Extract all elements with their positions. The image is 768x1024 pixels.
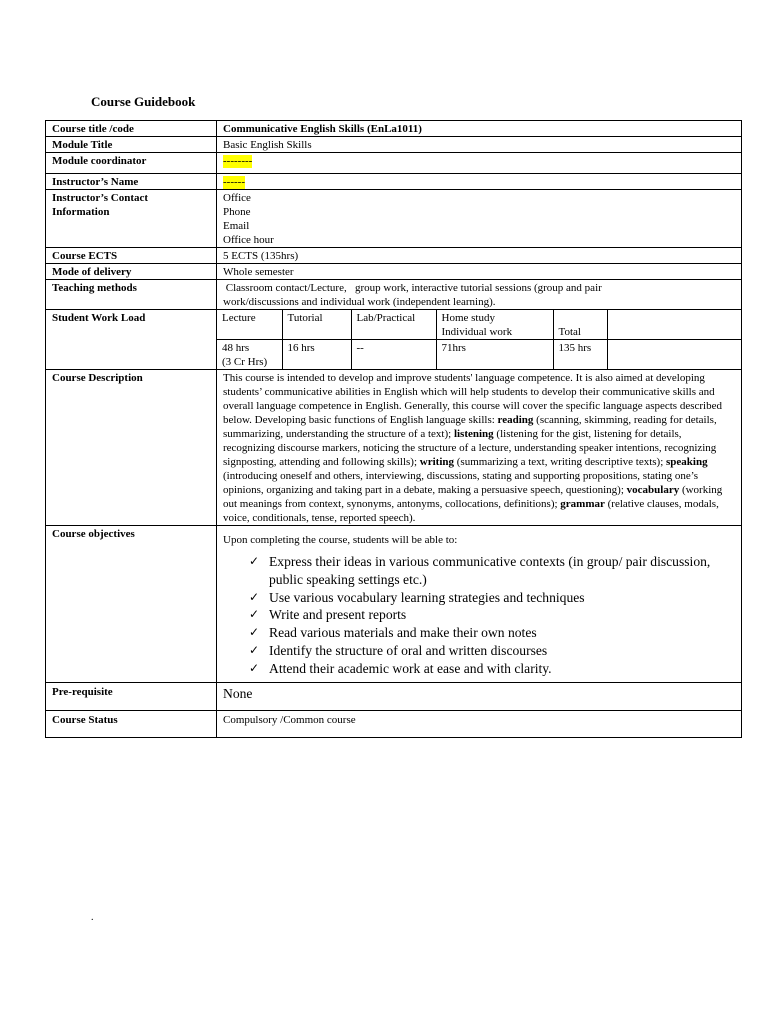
delivery-label: Mode of delivery bbox=[46, 264, 217, 280]
check-icon: ✓ bbox=[249, 642, 260, 657]
workload-home-value: 71hrs bbox=[436, 340, 553, 370]
description-text-6: (working out meanings from context, synonyms, antonyms, collocations, definitions); bbox=[223, 484, 723, 510]
contact-label bbox=[46, 190, 217, 248]
workload-lecture-header: Lecture bbox=[217, 310, 282, 340]
check-icon: ✓ bbox=[249, 554, 260, 568]
description-reading: reading bbox=[497, 414, 534, 426]
objective-item bbox=[247, 553, 736, 589]
workload-value-row bbox=[217, 340, 741, 370]
workload-total-value: 135 hrs bbox=[553, 340, 607, 370]
description-value bbox=[217, 370, 742, 526]
description-text-3: (listening for the gist, listening for details, recognizing discourse markers, noticing the structure of a lecture, understanding speaker intentions, recognizing signposting, attending and following skills); bbox=[223, 428, 717, 468]
check-icon: ✓ bbox=[249, 625, 260, 640]
module-title-label: Module Title bbox=[46, 137, 217, 153]
course-info-table bbox=[45, 120, 742, 738]
objective-item bbox=[247, 624, 736, 642]
workload-total-label: Total bbox=[558, 326, 581, 338]
row-module-coordinator bbox=[46, 153, 742, 174]
description-vocabulary: vocabulary bbox=[626, 484, 680, 496]
row-instructor-name bbox=[46, 174, 742, 190]
module-coordinator-value: -------- bbox=[223, 155, 253, 167]
objectives-value bbox=[217, 526, 742, 683]
row-course-title bbox=[46, 121, 742, 137]
module-title-value: Basic English Skills bbox=[217, 137, 742, 153]
course-title-value: Communicative English Skills (EnLa1011) bbox=[217, 121, 742, 137]
contact-phone: Phone bbox=[223, 206, 251, 218]
description-text-7: (relative clauses, modals, voice, conditionals, tense, reported speech). bbox=[223, 498, 719, 524]
prerequisite-label: Pre-requisite bbox=[46, 682, 217, 710]
objective-text: Write and present reports bbox=[269, 607, 407, 623]
check-icon: ✓ bbox=[249, 607, 260, 622]
row-module-title bbox=[46, 137, 742, 153]
workload-home-header bbox=[436, 310, 553, 340]
check-icon: ✓ bbox=[249, 589, 260, 604]
workload-lab-header: Lab/Practical bbox=[351, 310, 436, 340]
teaching-line-2: work/discussions and individual work (independent learning). bbox=[223, 296, 496, 308]
prerequisite-value: None bbox=[217, 682, 742, 710]
row-delivery bbox=[46, 264, 742, 280]
workload-lab-value: -- bbox=[351, 340, 436, 370]
description-text-1: This course is intended to develop and improve students' language competence. It is also aimed at developing students’ communicative abilities in English which will help students to develop their communicative skills and overall language competence in English. Generally, this course will cover the specific language aspects described below. Developing basic functions of English language skills: bbox=[223, 372, 722, 426]
contact-label-line2: Information bbox=[52, 206, 110, 218]
ects-label: Course ECTS bbox=[46, 248, 217, 264]
objective-item bbox=[247, 660, 736, 678]
objective-text: Express their ideas in various communicative contexts (in group/ pair discussion, public speaking settings etc.) bbox=[269, 554, 711, 587]
objective-text: Use various vocabulary learning strategies and techniques bbox=[269, 589, 585, 605]
workload-total-header bbox=[553, 310, 607, 340]
row-prerequisite bbox=[46, 682, 742, 710]
module-coordinator-cell bbox=[217, 153, 742, 174]
instructor-name-label: Instructor’s Name bbox=[46, 174, 217, 190]
description-label: Course Description bbox=[46, 370, 217, 526]
contact-email: Email bbox=[223, 220, 250, 232]
row-workload bbox=[46, 310, 742, 370]
objective-item bbox=[247, 642, 736, 660]
status-value: Compulsory /Common course bbox=[217, 710, 742, 737]
workload-table bbox=[217, 310, 741, 369]
objective-text: Identify the structure of oral and written discourses bbox=[269, 642, 548, 658]
workload-lecture-value bbox=[217, 340, 282, 370]
contact-values bbox=[217, 190, 742, 248]
row-status bbox=[46, 710, 742, 737]
workload-lecture-credits: (3 Cr Hrs) bbox=[222, 356, 268, 368]
description-text-5: (introducing oneself and others, interviewing, discussions, stating and supporting propositions, stating one’s opinions, organizing and taking part in a debate, making a persuasive speech, questioning); bbox=[223, 470, 699, 496]
row-ects bbox=[46, 248, 742, 264]
ects-value: 5 ECTS (135hrs) bbox=[217, 248, 742, 264]
row-objectives bbox=[46, 526, 742, 683]
objectives-list bbox=[223, 553, 736, 678]
workload-label: Student Work Load bbox=[46, 310, 217, 370]
course-title-label: Course title /code bbox=[46, 121, 217, 137]
workload-empty-header bbox=[607, 310, 741, 340]
description-writing: writing bbox=[419, 456, 455, 468]
page-title: Course Guidebook bbox=[91, 94, 196, 109]
row-teaching bbox=[46, 280, 742, 310]
objectives-label: Course objectives bbox=[46, 526, 217, 683]
objective-item bbox=[247, 589, 736, 607]
delivery-value: Whole semester bbox=[217, 264, 742, 280]
workload-header-row bbox=[217, 310, 741, 340]
workload-home-study: Home study bbox=[441, 312, 495, 324]
workload-cell bbox=[217, 310, 742, 370]
workload-tutorial-header: Tutorial bbox=[282, 310, 351, 340]
workload-empty-value bbox=[607, 340, 741, 370]
instructor-name-value: ------ bbox=[223, 176, 245, 188]
instructor-name-cell bbox=[217, 174, 742, 190]
module-coordinator-label: Module coordinator bbox=[46, 153, 217, 174]
check-icon: ✓ bbox=[249, 660, 260, 675]
contact-office: Office bbox=[223, 192, 251, 204]
workload-tutorial-value: 16 hrs bbox=[282, 340, 351, 370]
objectives-intro: Upon completing the course, students will be able to: bbox=[223, 534, 458, 546]
teaching-label: Teaching methods bbox=[46, 280, 217, 310]
contact-label-line1: Instructor’s Contact bbox=[52, 192, 149, 204]
footer-dot: . bbox=[91, 912, 94, 923]
row-contact bbox=[46, 190, 742, 248]
teaching-value bbox=[217, 280, 742, 310]
row-description bbox=[46, 370, 742, 526]
objective-text: Read various materials and make their own notes bbox=[269, 625, 537, 641]
contact-office-hour: Office hour bbox=[223, 234, 274, 246]
teaching-line-1: Classroom contact/Lecture, group work, interactive tutorial sessions (group and pair bbox=[223, 282, 602, 294]
objective-text: Attend their academic work at ease and with clarity. bbox=[269, 660, 552, 676]
workload-lecture-hours: 48 hrs bbox=[222, 342, 250, 354]
description-grammar: grammar bbox=[560, 498, 605, 510]
objective-item bbox=[247, 606, 736, 624]
description-text-4: (summarizing a text, writing descriptive texts); bbox=[454, 456, 667, 468]
description-listening: listening bbox=[453, 428, 494, 440]
description-text-2: (scanning, skimming, reading for details, summarizing, understanding the structure of a text); bbox=[223, 414, 717, 440]
workload-individual-work: Individual work bbox=[441, 326, 513, 338]
description-speaking: speaking bbox=[666, 456, 708, 468]
status-label: Course Status bbox=[46, 710, 217, 737]
